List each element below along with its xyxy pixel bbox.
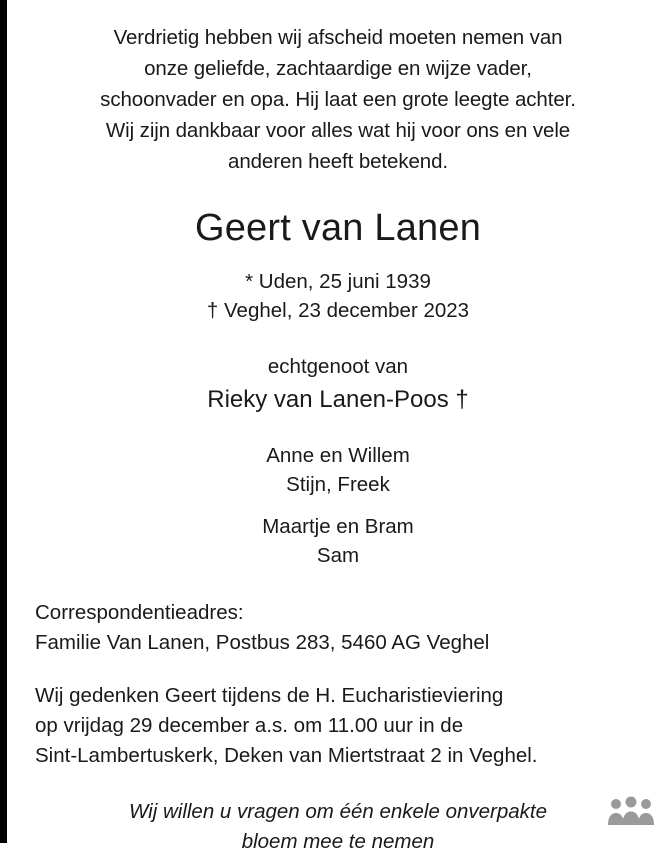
family-list: [35, 441, 641, 570]
correspondence-address: Familie Van Lanen, Postbus 283, 5460 AG Veghel: [35, 631, 490, 654]
request-block: [35, 797, 641, 857]
life-dates: [35, 267, 641, 325]
family-children: Stijn, Freek: [286, 473, 390, 496]
correspondence-heading: Correspondentieadres:: [35, 601, 244, 624]
family-parents: Maartje en Bram: [262, 515, 414, 538]
family-parents: Anne en Willem: [266, 444, 410, 467]
request-line-1: Wij willen u vragen om één enkele onverpakte: [128, 800, 548, 823]
family-group-icon: [607, 795, 655, 827]
service-line-2: op vrijdag 29 december a.s. om 11.00 uur in de: [35, 714, 464, 737]
family-group: [35, 512, 641, 570]
intro-line-2: onze geliefde, zachtaardige en wijze vader,: [144, 57, 532, 80]
intro-line-5: anderen heeft betekend.: [228, 150, 448, 173]
family-group: [35, 441, 641, 499]
correspondence-block: [35, 598, 641, 658]
intro-text: [35, 22, 641, 177]
birth-line: * Uden, 25 juni 1939: [245, 270, 431, 293]
family-children: Sam: [316, 544, 360, 567]
deceased-name: Geert van Lanen: [194, 207, 482, 249]
spouse-name: Rieky van Lanen-Poos †: [207, 386, 469, 413]
intro-line-1: Verdrietig hebben wij afscheid moeten nemen van: [113, 26, 563, 49]
service-line-3: Sint-Lambertuskerk, Deken van Miertstraat 2 in Veghel.: [35, 744, 538, 767]
obituary-content: [7, 0, 669, 853]
service-block: [35, 681, 641, 771]
death-line: † Veghel, 23 december 2023: [206, 299, 470, 322]
intro-line-4: Wij zijn dankbaar voor alles wat hij voor ons en vele: [105, 119, 571, 142]
spouse-label: echtgenoot van: [267, 355, 409, 378]
intro-line-3: schoonvader en opa. Hij laat een grote leegte achter.: [100, 88, 576, 111]
service-line-1: Wij gedenken Geert tijdens de H. Eucharistieviering: [35, 684, 504, 707]
request-line-2: bloem mee te nemen: [241, 830, 435, 853]
